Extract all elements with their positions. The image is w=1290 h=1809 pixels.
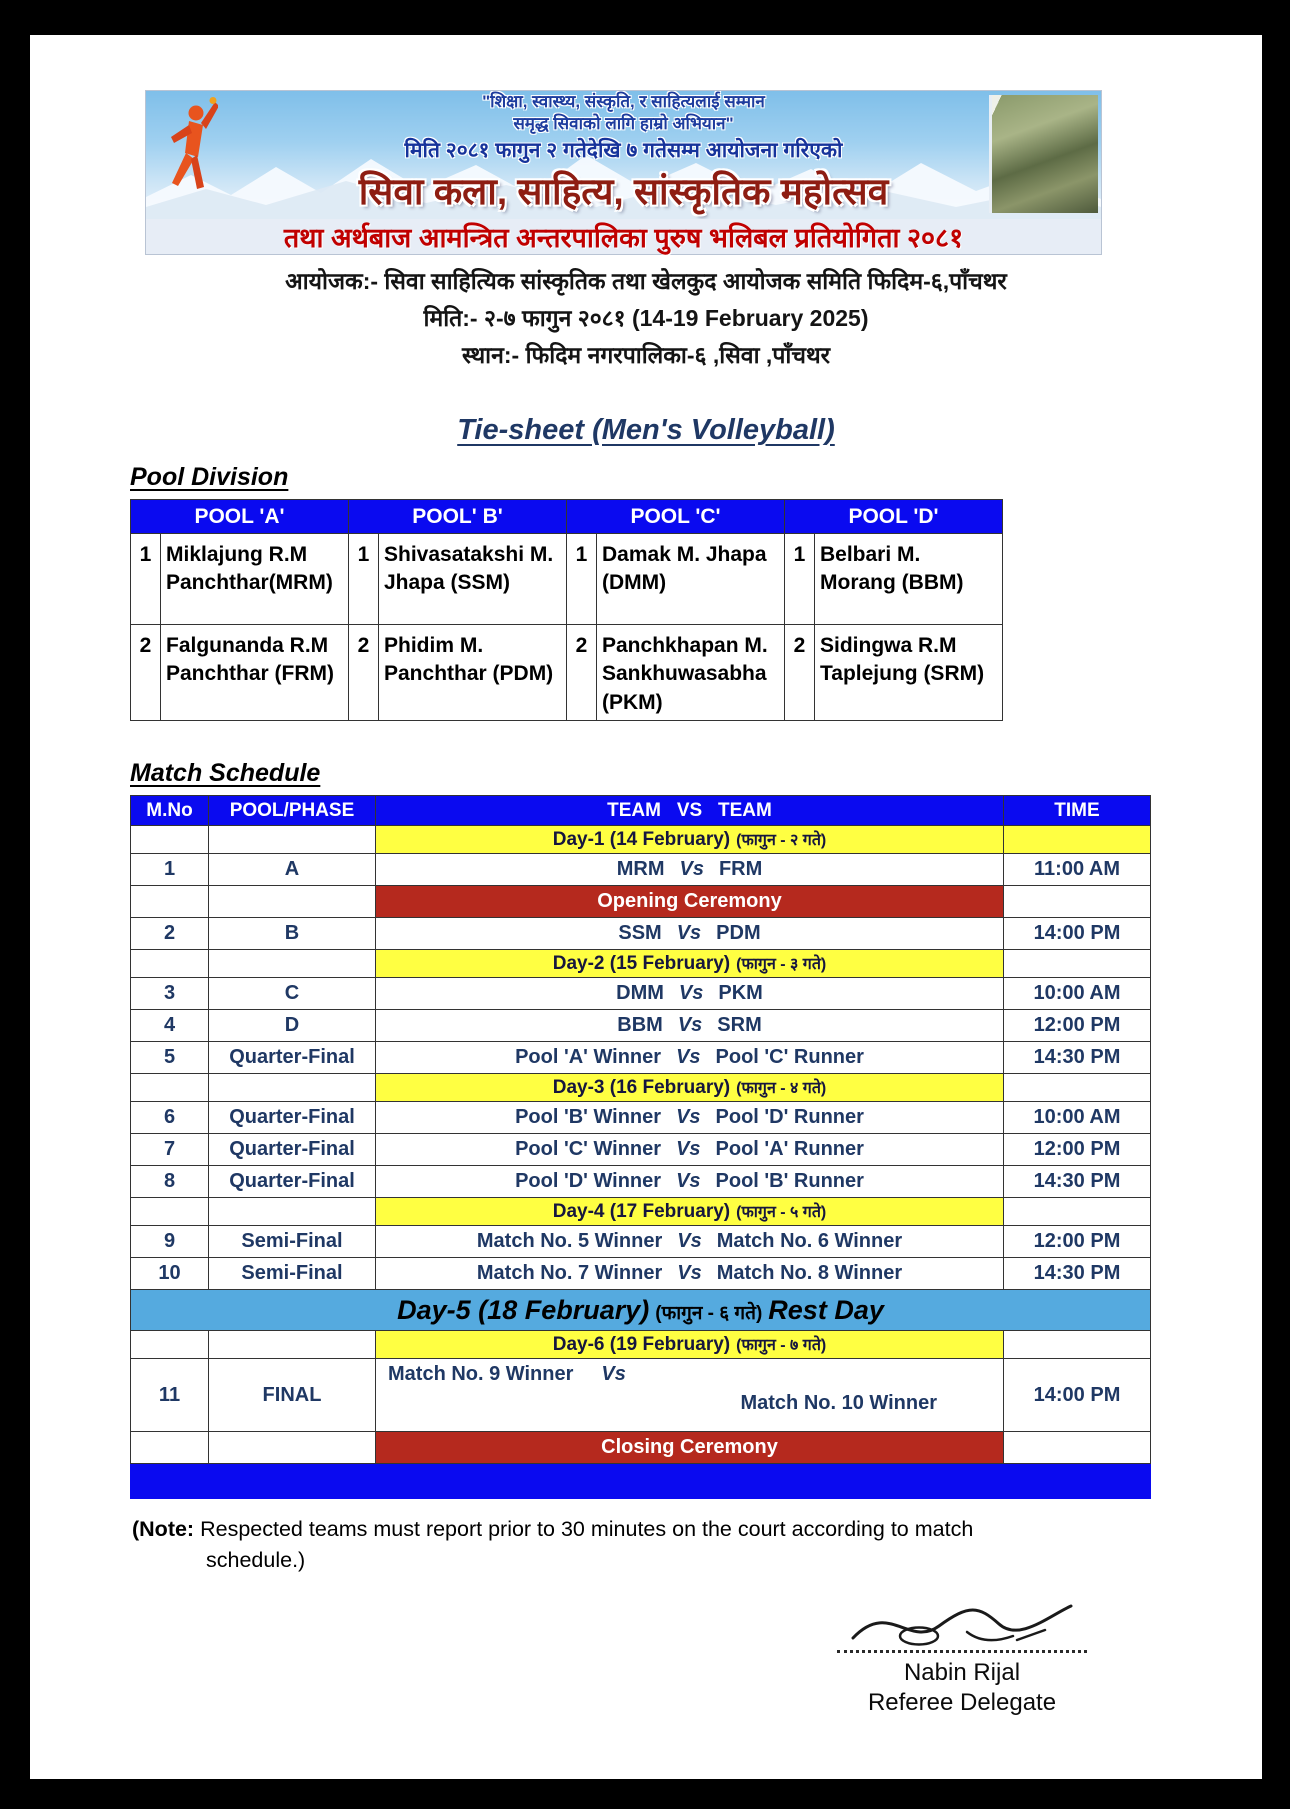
- team-name: Shivasatakshi M. Jhapa (SSM): [379, 534, 567, 625]
- pool-table-row: [131, 534, 1003, 625]
- day-banner: [376, 826, 1004, 854]
- signatory-role: Referee Delegate: [867, 1689, 1057, 1717]
- match-row: [131, 854, 1151, 886]
- match-number: 5: [131, 1042, 209, 1074]
- team-seed: 1: [567, 534, 597, 625]
- team-name: Miklajung R.M Panchthar(MRM): [161, 534, 349, 625]
- match-number: 1: [131, 854, 209, 886]
- signature-line: [837, 1650, 1087, 1653]
- time-cell: [1004, 1198, 1151, 1226]
- document-page: [30, 35, 1262, 1779]
- match-time: 14:00 PM: [1004, 1359, 1151, 1432]
- match-teams: [376, 1134, 1004, 1166]
- match-phase: Quarter-Final: [209, 1042, 376, 1074]
- pool-division-table: [130, 499, 1003, 721]
- team-left: SSM: [618, 922, 662, 944]
- match-teams: [376, 1042, 1004, 1074]
- phase-cell: [209, 826, 376, 854]
- note-label: (Note:: [132, 1517, 195, 1541]
- day-label: Day-1 (14 February): [552, 829, 731, 850]
- match-time: 14:30 PM: [1004, 1042, 1151, 1074]
- time-cell: [1004, 1432, 1151, 1464]
- pool-table-row: [131, 625, 1003, 721]
- mno-cell: [131, 950, 209, 978]
- pool-header: POOL 'D': [785, 500, 1003, 534]
- mno-cell: [131, 886, 209, 918]
- match-number: 6: [131, 1102, 209, 1134]
- day-label-nepali: (फागुन - ४ गते): [736, 1080, 827, 1097]
- day-label-nepali: (फागुन - ३ गते): [736, 956, 827, 973]
- vs-label: Vs: [677, 1230, 702, 1252]
- team-left: Match No. 7 Winner: [476, 1262, 663, 1284]
- team-left: DMM: [616, 982, 664, 1004]
- day-banner: [376, 1074, 1004, 1102]
- team-right: SRM: [717, 1014, 762, 1036]
- team-right: FRM: [718, 858, 763, 880]
- team-left: Pool 'A' Winner: [515, 1046, 662, 1068]
- team-right: Pool 'C' Runner: [715, 1046, 864, 1068]
- rest-day-suffix: Rest Day: [768, 1294, 884, 1325]
- mno-cell: [131, 826, 209, 854]
- team-left: Match No. 5 Winner: [476, 1230, 663, 1252]
- match-time: 14:30 PM: [1004, 1258, 1151, 1290]
- team-seed: 1: [131, 534, 161, 625]
- team-seed: 1: [349, 534, 379, 625]
- team-name: Belbari M. Morang (BBM): [815, 534, 1003, 625]
- match-number: 7: [131, 1134, 209, 1166]
- match-phase: B: [209, 918, 376, 950]
- day-label: Day-2 (15 February): [552, 953, 731, 974]
- team-left: MRM: [616, 858, 665, 880]
- mno-cell: [131, 1432, 209, 1464]
- note-text: [132, 1514, 1262, 1576]
- banner-quote-line1: "शिक्षा, स्वास्थ्य, संस्कृति, र साहित्यलाई सम्मान: [482, 92, 765, 111]
- day-row: [131, 1198, 1151, 1226]
- phase-cell: [209, 1198, 376, 1226]
- match-phase: Quarter-Final: [209, 1166, 376, 1198]
- match-number: 3: [131, 978, 209, 1010]
- match-teams: [376, 978, 1004, 1010]
- day-label: Day-6 (19 February): [552, 1334, 731, 1355]
- vs-label: Vs: [676, 922, 702, 944]
- vs-label: Vs: [677, 1262, 702, 1284]
- banner-artwork: [146, 91, 1101, 219]
- team-right: Match No. 10 Winner: [740, 1392, 937, 1414]
- match-teams: [376, 918, 1004, 950]
- day-row: [131, 826, 1151, 854]
- pool-header: POOL' B': [349, 500, 567, 534]
- day-label: Day-3 (16 February): [552, 1077, 731, 1098]
- day-row: [131, 950, 1151, 978]
- day-label: Day-4 (17 February): [552, 1201, 731, 1222]
- ceremony-banner: Opening Ceremony: [376, 886, 1004, 918]
- team-name: Sidingwa R.M Taplejung (SRM): [815, 625, 1003, 721]
- footer-bar-row: [131, 1464, 1151, 1499]
- mno-cell: [131, 1331, 209, 1359]
- team-name: Damak M. Jhapa (DMM): [597, 534, 785, 625]
- day-banner: [376, 1331, 1004, 1359]
- vs-label: Vs: [678, 982, 704, 1004]
- banner-date-line: मिति २०८१ फागुन २ गतेदेखि ७ गतेसम्म आयोजना गरिएको: [404, 139, 843, 163]
- ceremony-row: [131, 1432, 1151, 1464]
- phase-cell: [209, 1331, 376, 1359]
- team-left: Match No. 9 Winner: [388, 1363, 574, 1385]
- schedule-column-header: M.No: [131, 796, 209, 826]
- team-seed: 2: [349, 625, 379, 721]
- phase-cell: [209, 1432, 376, 1464]
- final-line1: [384, 1363, 995, 1386]
- match-number: 4: [131, 1010, 209, 1042]
- match-teams: [376, 1166, 1004, 1198]
- time-cell: [1004, 1331, 1151, 1359]
- match-teams: [376, 1258, 1004, 1290]
- match-phase: Semi-Final: [209, 1258, 376, 1290]
- match-number: 8: [131, 1166, 209, 1198]
- ceremony-row: [131, 886, 1151, 918]
- rest-day-label: Day-5 (18 February): [397, 1294, 650, 1325]
- team-name: Falgunanda R.M Panchthar (FRM): [161, 625, 349, 721]
- match-phase: A: [209, 854, 376, 886]
- match-teams: [376, 854, 1004, 886]
- day-banner: [376, 950, 1004, 978]
- schedule-column-header: TEAM VS TEAM: [376, 796, 1004, 826]
- time-cell: [1004, 950, 1151, 978]
- team-right: PKM: [718, 982, 763, 1004]
- match-time: 10:00 AM: [1004, 978, 1151, 1010]
- banner-subtitle: तथा अर्थबाज आमन्त्रित अन्तरपालिका पुरुष भलिबल प्रतियोगिता २०८१: [283, 223, 964, 253]
- match-row: [131, 1226, 1151, 1258]
- match-teams: [376, 1010, 1004, 1042]
- vs-label: Vs: [676, 1170, 701, 1192]
- day-row: [131, 1074, 1151, 1102]
- team-left: BBM: [617, 1014, 663, 1036]
- note-line2: schedule.): [206, 1548, 306, 1573]
- team-name: Panchkhapan M. Sankhuwasabha (PKM): [597, 625, 785, 721]
- team-right: PDM: [716, 922, 761, 944]
- team-right: Pool 'D' Runner: [715, 1106, 864, 1128]
- rest-day-label-nepali: (फागुन - ६ गते): [655, 1302, 763, 1324]
- match-row: [131, 918, 1151, 950]
- team-right: Match No. 8 Winner: [716, 1262, 903, 1284]
- match-time: 14:30 PM: [1004, 1166, 1151, 1198]
- pool-division-heading: Pool Division: [130, 463, 289, 491]
- match-time: 10:00 AM: [1004, 1102, 1151, 1134]
- team-seed: 2: [567, 625, 597, 721]
- match-number: 9: [131, 1226, 209, 1258]
- match-time: 11:00 AM: [1004, 854, 1151, 886]
- match-number: 11: [131, 1359, 209, 1432]
- signature-block: [802, 1596, 1122, 1717]
- match-phase: Semi-Final: [209, 1226, 376, 1258]
- match-phase: Quarter-Final: [209, 1102, 376, 1134]
- event-banner: [145, 90, 1102, 255]
- match-number: 2: [131, 918, 209, 950]
- day-row: [131, 1331, 1151, 1359]
- vs-label: Vs: [601, 1363, 626, 1385]
- match-row: [131, 1042, 1151, 1074]
- vs-label: Vs: [677, 1014, 703, 1036]
- signature-scrawl: [847, 1596, 1077, 1656]
- banner-title: सिवा कला, साहित्य, सांस्कृतिक महोत्सव: [358, 171, 889, 213]
- team-left: Pool 'D' Winner: [515, 1170, 662, 1192]
- time-cell: [1004, 886, 1151, 918]
- match-row: [131, 1134, 1151, 1166]
- day-label-nepali: (फागुन - ७ गते): [736, 1337, 827, 1354]
- team-seed: 1: [785, 534, 815, 625]
- pool-header: POOL 'A': [131, 500, 349, 534]
- mno-cell: [131, 1198, 209, 1226]
- note-line1: Respected teams must report prior to 30 minutes on the court according to match: [200, 1517, 974, 1541]
- team-name: Phidim M. Panchthar (PDM): [379, 625, 567, 721]
- date-line: मिति:- २-७ फागुन २०८१ (14-19 February 2025): [423, 305, 869, 331]
- day-label-nepali: (फागुन - २ गते): [736, 832, 827, 849]
- page-title: Tie-sheet (Men's Volleyball): [457, 414, 835, 446]
- match-teams: [376, 1102, 1004, 1134]
- match-time: 12:00 PM: [1004, 1134, 1151, 1166]
- final-teams: [376, 1359, 1004, 1432]
- match-row: [131, 1166, 1151, 1198]
- match-time: 12:00 PM: [1004, 1226, 1151, 1258]
- match-schedule-table: [130, 795, 1151, 1499]
- match-phase: Quarter-Final: [209, 1134, 376, 1166]
- team-right: Match No. 6 Winner: [716, 1230, 903, 1252]
- day-label-nepali: (फागुन - ५ गते): [736, 1204, 827, 1221]
- match-row: [131, 1010, 1151, 1042]
- vs-label: Vs: [676, 1106, 701, 1128]
- banner-quote-line2: समृद्ध सिवाको लागि हाम्रो अभियान": [513, 114, 734, 134]
- table-footer-bar: [131, 1464, 1151, 1499]
- time-cell: [1004, 1074, 1151, 1102]
- match-phase: D: [209, 1010, 376, 1042]
- team-seed: 2: [131, 625, 161, 721]
- match-phase: FINAL: [209, 1359, 376, 1432]
- pool-table-header: [131, 500, 1003, 534]
- vs-label: Vs: [679, 858, 704, 880]
- organizer-line: आयोजक:- सिवा साहित्यिक सांस्कृतिक तथा खेलकुद आयोजक समिति फिदिम-६,पाँचथर: [285, 268, 1007, 294]
- team-right: Pool 'B' Runner: [715, 1170, 864, 1192]
- time-cell: [1004, 826, 1151, 854]
- phase-cell: [209, 950, 376, 978]
- rest-row: [131, 1290, 1151, 1331]
- mno-cell: [131, 1074, 209, 1102]
- team-seed: 2: [785, 625, 815, 721]
- banner-subtitle-strip: [146, 219, 1101, 254]
- vs-label: Vs: [676, 1046, 701, 1068]
- schedule-table-header: [131, 796, 1151, 826]
- match-time: 14:00 PM: [1004, 918, 1151, 950]
- rest-day-banner: [131, 1290, 1151, 1331]
- schedule-column-header: TIME: [1004, 796, 1151, 826]
- match-row: [131, 1258, 1151, 1290]
- match-row: [131, 1102, 1151, 1134]
- match-row: [131, 978, 1151, 1010]
- match-phase: C: [209, 978, 376, 1010]
- signatory-name: Nabin Rijal: [903, 1659, 1021, 1687]
- day-banner: [376, 1198, 1004, 1226]
- pool-header: POOL 'C': [567, 500, 785, 534]
- phase-cell: [209, 1074, 376, 1102]
- schedule-column-header: POOL/PHASE: [209, 796, 376, 826]
- venue-line: स्थान:- फिदिम नगरपालिका-६ ,सिवा ,पाँचथर: [461, 342, 831, 368]
- vs-label: Vs: [676, 1138, 701, 1160]
- team-right: Pool 'A' Runner: [715, 1138, 864, 1160]
- match-schedule-heading: Match Schedule: [130, 759, 321, 787]
- match-number: 10: [131, 1258, 209, 1290]
- match-teams: [376, 1226, 1004, 1258]
- final-row: [131, 1359, 1151, 1432]
- match-time: 12:00 PM: [1004, 1010, 1151, 1042]
- ceremony-banner: Closing Ceremony: [376, 1432, 1004, 1464]
- team-left: Pool 'B' Winner: [515, 1106, 662, 1128]
- team-left: Pool 'C' Winner: [515, 1138, 662, 1160]
- phase-cell: [209, 886, 376, 918]
